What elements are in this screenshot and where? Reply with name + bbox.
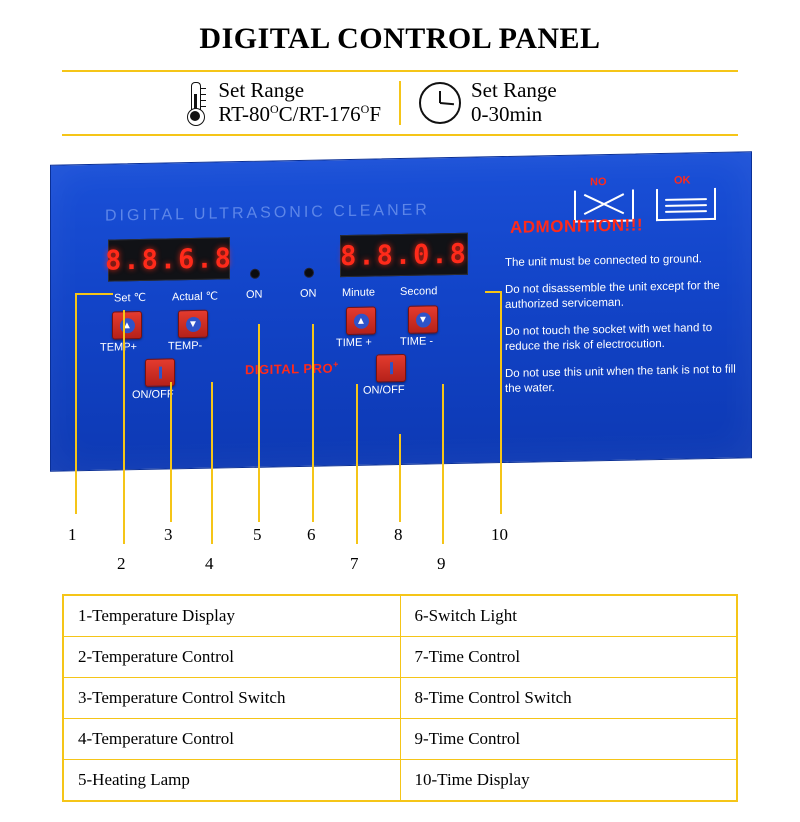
spec-temperature-line2: $RT-80^OC/RT-176^OF$ xyxy=(218,102,381,126)
svg-text:6: 6 xyxy=(307,525,316,544)
svg-text:5: 5 xyxy=(253,525,262,544)
legend-cell: 9-Time Control xyxy=(400,719,737,760)
legend-cell: 6-Switch Light xyxy=(400,595,737,637)
label-actual-celsius: Actual ℃ xyxy=(172,290,218,304)
temp-plus-label: TEMP+ xyxy=(100,341,137,354)
admonition-list xyxy=(505,251,750,408)
time-plus-button[interactable] xyxy=(346,306,376,335)
temperature-onoff-button[interactable] xyxy=(145,358,175,387)
switch-light-led xyxy=(304,268,314,278)
time-minus-label: TIME - xyxy=(400,335,433,348)
spec-time xyxy=(401,72,738,134)
table-row xyxy=(63,595,737,637)
temperature-display xyxy=(105,237,233,281)
legend-cell: 10-Time Display xyxy=(400,760,737,802)
temp-minus-button[interactable] xyxy=(178,310,208,339)
table-row xyxy=(63,637,737,678)
time-onoff-label: ON/OFF xyxy=(363,383,405,397)
svg-text:1: 1 xyxy=(68,525,77,544)
svg-text:2: 2 xyxy=(117,554,126,573)
label-set-celsius: Set ℃ xyxy=(114,291,146,305)
table-row xyxy=(63,678,737,719)
label-minute: Minute xyxy=(342,286,376,300)
legend-cell: 5-Heating Lamp xyxy=(63,760,400,802)
spec-time-line2: 0-30min xyxy=(471,102,543,126)
admonition-title: ADMONITION!!! xyxy=(510,215,644,237)
control-panel-figure xyxy=(0,150,800,470)
svg-text:10: 10 xyxy=(491,525,508,544)
digital-pro-logo: DIGITAL PRO+ xyxy=(245,359,339,378)
thermometer-icon xyxy=(182,80,208,126)
arrow-down-icon: ▼ xyxy=(416,312,431,327)
legend-cell: 2-Temperature Control xyxy=(63,637,400,678)
temperature-onoff-label: ON/OFF xyxy=(132,388,174,402)
heating-lamp-led xyxy=(250,269,260,279)
admonition-item: Do not use this unit when the tank is not to fill the water. xyxy=(505,363,736,396)
spec-time-text xyxy=(471,79,557,126)
arrow-up-icon: ▲ xyxy=(354,313,369,328)
svg-text:3: 3 xyxy=(164,525,173,544)
page-title: DIGITAL CONTROL PANEL xyxy=(199,22,601,55)
basket-ok-icon xyxy=(656,188,716,221)
spec-temperature-line1: Set Range xyxy=(218,78,305,103)
panel-brand-text: DIGITAL ULTRASONIC CLEANER xyxy=(105,201,430,225)
legend-table xyxy=(62,594,738,802)
time-minus-button[interactable] xyxy=(408,305,438,334)
temperature-display-value: 8.8.6.8 xyxy=(105,242,233,277)
power-bar-icon xyxy=(159,367,162,379)
svg-text:4: 4 xyxy=(205,554,214,573)
time-display-value: 8.8.0.8 xyxy=(340,238,468,272)
svg-text:8: 8 xyxy=(394,525,403,544)
spec-temperature-text xyxy=(218,79,381,126)
time-display xyxy=(340,233,468,277)
arrow-up-icon: ▲ xyxy=(120,318,135,333)
admonition-item: Do not touch the socket with wet hand to reduce the risk of electrocution. xyxy=(505,321,713,354)
time-plus-label: TIME + xyxy=(336,336,372,350)
table-row xyxy=(63,760,737,802)
arrow-down-icon: ▼ xyxy=(186,316,201,331)
legend-cell: 1-Temperature Display xyxy=(63,595,400,637)
table-row xyxy=(63,719,737,760)
spec-time-line1: Set Range xyxy=(471,78,557,103)
svg-text:9: 9 xyxy=(437,554,446,573)
legend-cell: 3-Temperature Control Switch xyxy=(63,678,400,719)
svg-text:7: 7 xyxy=(350,554,359,573)
time-onoff-button[interactable] xyxy=(376,354,406,383)
power-bar-icon xyxy=(390,362,393,374)
legend-cell: 7-Time Control xyxy=(400,637,737,678)
no-label: NO xyxy=(590,176,607,189)
legend-cell: 8-Time Control Switch xyxy=(400,678,737,719)
admonition-item: Do not disassemble the unit except for the authorized serviceman. xyxy=(505,279,720,312)
temp-plus-button[interactable] xyxy=(112,311,142,340)
legend-cell: 4-Temperature Control xyxy=(63,719,400,760)
admonition-item: The unit must be connected to ground. xyxy=(505,253,702,269)
spec-bar xyxy=(62,70,738,136)
label-switch-on: ON xyxy=(300,287,317,300)
label-heating-on: ON xyxy=(246,288,263,301)
label-second: Second xyxy=(400,285,438,298)
ok-label: OK xyxy=(674,174,691,187)
clock-icon xyxy=(419,82,461,124)
spec-temperature xyxy=(62,72,399,134)
temp-minus-label: TEMP- xyxy=(168,339,203,353)
